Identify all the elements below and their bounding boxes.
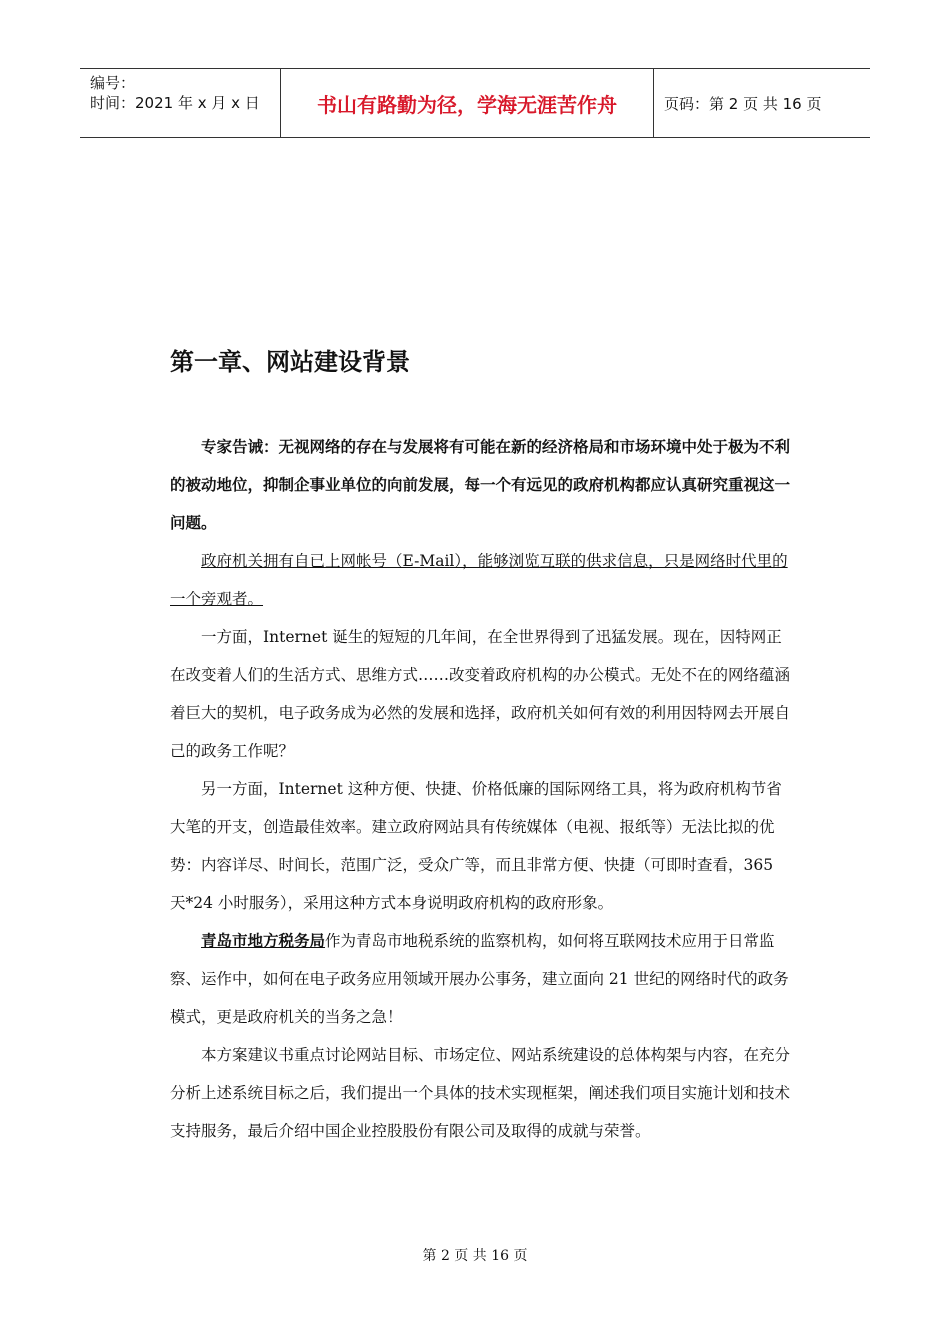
paragraph-internet-development: 一方面，Internet 诞生的短短的几年间，在全世界得到了迅猛发展。现在，因特网正在改变着人们的生活方式、思维方式……改变着政府机构的办公模式。无处不在的网络蕴涵着巨大的契机，电子政务成为必然的发展和选择，政府机关如何有效的利用因特网去开展自己的政务工作呢？ — [170, 628, 791, 760]
expert-warning-paragraph: 专家告诫：无视网络的存在与发展将有可能在新的经济格局和市场环境中处于极为不利的被动地位，抑制企事业单位的向前发展，每一个有远见的政府机构都应认真研究重视这一问题。 — [170, 438, 791, 532]
document-date: 时间：2021 年 x 月 x 日 — [90, 94, 260, 112]
paragraph-tax-bureau — [170, 922, 790, 1036]
header-page-info: 页码：第 2 页 共 16 页 — [664, 94, 822, 113]
paragraph-internet-advantages: 另一方面，Internet 这种方便、快捷、价格低廉的国际网络工具，将为政府机构节省大笔的开支，创造最佳效率。建立政府网站具有传统媒体（电视、报纸等）无法比拟的优势：内容详尽、时间长，范围广泛，受众广等，而且非常方便、快捷（可即时查看，365 天*24 小时服务），采用这种方式本身说明政府机构的政府形象。 — [170, 780, 782, 912]
paragraph-tax-bureau-text: 作为青岛市地税系统的监察机构，如何将互联网技术应用于日常监察、运作中，如何在电子政务应用领域开展办公事务，建立面向 21 世纪的网络时代的政务模式，更是政府机关的当务之急！ — [170, 932, 789, 1026]
header-motto: 书山有路勤为径，学海无涯苦作舟 — [281, 69, 654, 137]
page-header — [80, 68, 870, 138]
paragraph-proposal-summary: 本方案建议书重点讨论网站目标、市场定位、网站系统建设的总体构架与内容，在充分分析上述系统目标之后，我们提出一个具体的技术实现框架，阐述我们项目实施计划和技术支持服务，最后介绍中国企业控股股份有限公司及取得的成就与荣誉。 — [170, 1046, 791, 1140]
document-body — [170, 428, 790, 1150]
chapter-title: 第一章、网站建设背景 — [170, 348, 410, 376]
document-number: 编号： — [90, 74, 136, 92]
header-left-cell — [80, 69, 281, 137]
page-footer: 第 2 页 共 16 页 — [422, 1248, 528, 1264]
organization-name: 青岛市地方税务局 — [201, 932, 326, 950]
underlined-paragraph: 政府机关拥有自已上网帐号（E-Mail），能够浏览互联的供求信息，只是网络时代里的一个旁观者。 — [170, 552, 788, 608]
